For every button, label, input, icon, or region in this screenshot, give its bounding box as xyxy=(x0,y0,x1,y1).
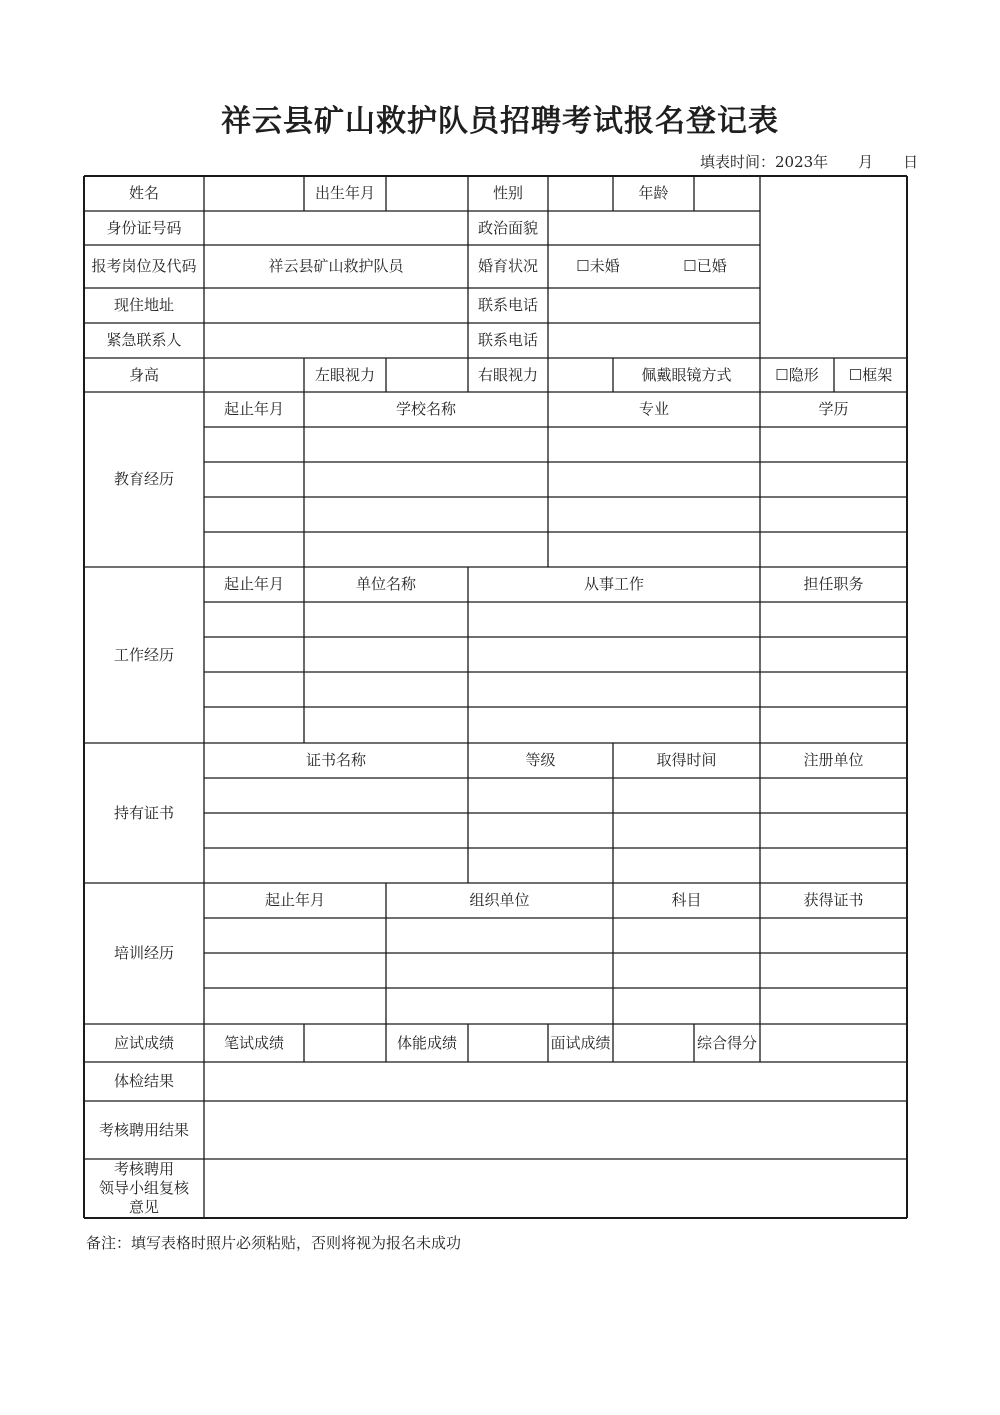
age-field[interactable] xyxy=(694,176,760,211)
emergency-contact-field[interactable] xyxy=(204,323,468,358)
table-header: 起止年月 xyxy=(264,891,325,909)
emergency-contact-label: 紧急联系人 xyxy=(106,331,182,349)
education-rows[interactable] xyxy=(204,427,907,567)
address-label: 现住地址 xyxy=(113,296,174,314)
height-label: 身高 xyxy=(128,365,159,384)
table-header: 获得证书 xyxy=(803,891,864,909)
emergency-phone-label: 联系电话 xyxy=(477,331,538,349)
gender-field[interactable] xyxy=(548,176,613,211)
cert-section-label: 持有证书 xyxy=(113,803,174,822)
physical-score-label: 体能成绩 xyxy=(396,1033,457,1052)
right-eye-label: 右眼视力 xyxy=(477,365,538,384)
assessment-result-field[interactable] xyxy=(204,1101,907,1159)
phone-field[interactable] xyxy=(548,288,760,323)
footnote: 备注：填写表格时照片必须粘贴，否则将视为报名未成功 xyxy=(86,1234,462,1252)
table-header: 学校名称 xyxy=(395,400,456,418)
address-field[interactable] xyxy=(204,288,468,323)
phone-label: 联系电话 xyxy=(477,296,538,314)
emergency-phone-field[interactable] xyxy=(548,323,760,358)
assessment-result-label: 考核聘用结果 xyxy=(98,1120,189,1139)
table-header: 组织单位 xyxy=(469,891,530,909)
position-label: 报考岗位及代码 xyxy=(91,257,197,275)
written-score-field[interactable] xyxy=(304,1024,386,1062)
training-rows[interactable] xyxy=(204,918,907,1024)
table-header: 专业 xyxy=(638,400,669,418)
id-number-field[interactable] xyxy=(204,211,468,245)
work-rows[interactable] xyxy=(204,602,907,743)
table-header: 学历 xyxy=(818,400,849,418)
frame-glasses-checkbox[interactable]: ☐框架 xyxy=(848,365,893,384)
glasses-label: 佩戴眼镜方式 xyxy=(641,365,732,384)
fill-date: 填表时间：2023年 月 日 xyxy=(700,153,919,171)
unmarried-checkbox[interactable]: ☐未婚 xyxy=(576,257,620,275)
scores-label: 应试成绩 xyxy=(113,1033,174,1052)
birth-label: 出生年月 xyxy=(314,184,375,202)
gender-label: 性别 xyxy=(492,184,523,202)
cert-rows[interactable] xyxy=(204,778,907,883)
interview-score-field[interactable] xyxy=(613,1024,694,1062)
table-header: 取得时间 xyxy=(656,751,717,769)
left-eye-field[interactable] xyxy=(386,358,468,392)
written-score-label: 笔试成绩 xyxy=(223,1033,284,1052)
contact-lens-checkbox[interactable]: ☐隐形 xyxy=(775,365,819,384)
height-field[interactable] xyxy=(204,358,304,392)
total-score-field[interactable] xyxy=(760,1024,907,1062)
id-number-label: 身份证号码 xyxy=(106,218,182,237)
politics-field[interactable] xyxy=(548,211,760,245)
table-header: 科目 xyxy=(671,891,702,909)
politics-label: 政治面貌 xyxy=(477,218,538,237)
birth-field[interactable] xyxy=(386,176,468,211)
marital-label: 婚育状况 xyxy=(477,257,538,275)
photo-box[interactable] xyxy=(760,176,907,358)
review-opinion-label: 考核聘用 领导小组复核 意见 xyxy=(98,1160,189,1216)
review-opinion-field[interactable] xyxy=(204,1159,907,1218)
married-checkbox[interactable]: ☐已婚 xyxy=(683,257,727,275)
table-header: 注册单位 xyxy=(803,751,864,769)
position-value: 祥云县矿山救护队员 xyxy=(268,257,404,275)
table-header: 证书名称 xyxy=(305,751,366,769)
table-header: 等级 xyxy=(525,751,556,769)
name-field[interactable] xyxy=(204,176,304,211)
physical-score-field[interactable] xyxy=(468,1024,548,1062)
name-label: 姓名 xyxy=(128,184,159,202)
interview-score-label: 面试成绩 xyxy=(550,1033,611,1052)
age-label: 年龄 xyxy=(638,184,669,202)
table-header: 起止年月 xyxy=(223,400,284,418)
training-section-label: 培训经历 xyxy=(113,944,174,962)
right-eye-field[interactable] xyxy=(548,358,613,392)
table-header: 担任职务 xyxy=(803,575,864,593)
medical-result-field[interactable] xyxy=(204,1062,907,1101)
left-eye-label: 左眼视力 xyxy=(314,365,375,384)
medical-result-label: 体检结果 xyxy=(113,1072,174,1090)
form-title: 祥云县矿山救护队员招聘考试报名登记表 xyxy=(221,104,779,139)
table-header: 从事工作 xyxy=(583,575,644,593)
education-section-label: 教育经历 xyxy=(113,470,174,488)
total-score-label: 综合得分 xyxy=(696,1033,757,1052)
table-header: 起止年月 xyxy=(223,575,284,593)
table-header: 单位名称 xyxy=(355,575,416,593)
work-section-label: 工作经历 xyxy=(113,645,174,664)
